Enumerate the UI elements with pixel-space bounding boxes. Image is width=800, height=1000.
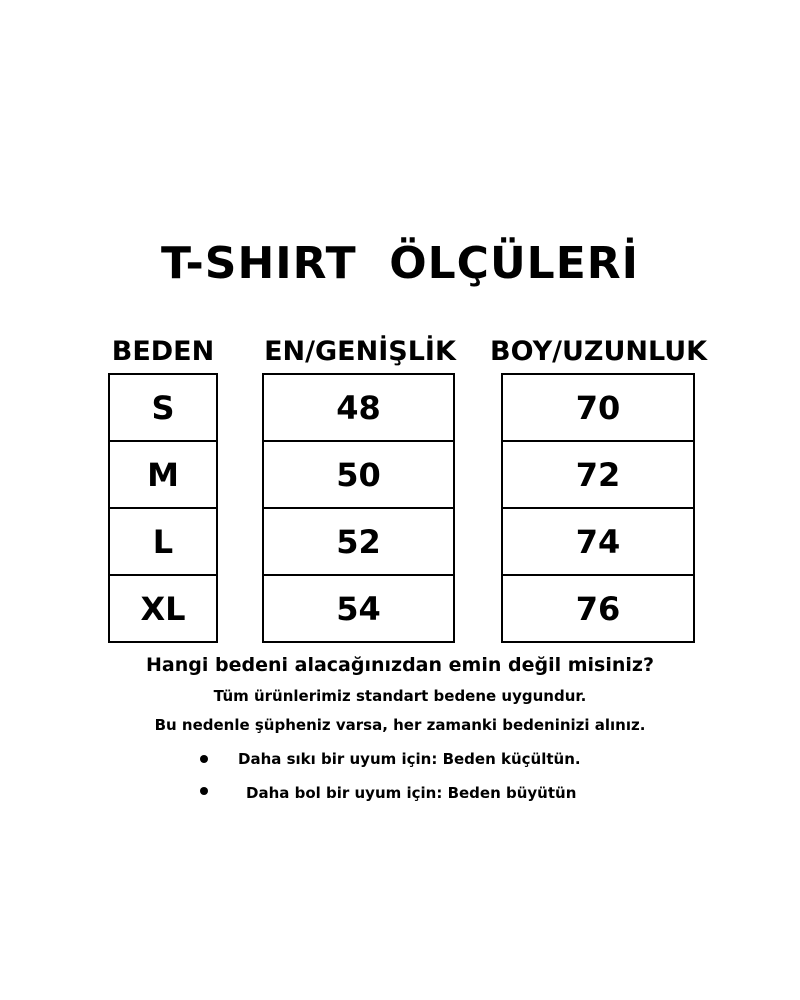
size-cell: M (110, 442, 216, 509)
size-column-header: BEDEN (111, 336, 215, 367)
width-cell: 54 (336, 589, 381, 628)
bullet-dot (200, 787, 208, 795)
length-cell: 70 (503, 375, 693, 442)
width-column (262, 373, 455, 643)
note-line-2: Bu nedenle şüpheniz varsa, her zamanki bedeninizi alınız. (154, 716, 646, 734)
length-cell: 74 (503, 509, 693, 576)
width-cell: 48 (264, 375, 453, 442)
page-title: T-SHIRT ÖLÇÜLERİ (160, 238, 640, 289)
bullet-item: Daha sıkı bir uyum için: Beden küçültün. (238, 750, 581, 768)
size-cell: L (110, 509, 216, 576)
size-cell: XL (140, 589, 186, 628)
bullet-dot (200, 755, 208, 763)
bullet-item: Daha bol bir uyum için: Beden büyütün (246, 784, 577, 802)
width-column-header: EN/GENİŞLİK (264, 336, 456, 367)
length-cell: 72 (503, 442, 693, 509)
length-column (501, 373, 695, 643)
width-cell: 52 (264, 509, 453, 576)
length-cell: 76 (575, 589, 621, 628)
size-cell: S (110, 375, 216, 442)
length-column-header: BOY/UZUNLUK (490, 336, 708, 367)
size-question: Hangi bedeni alacağınızdan emin değil misiniz? (146, 654, 654, 676)
width-cell: 50 (264, 442, 453, 509)
note-line-1: Tüm ürünlerimiz standart bedene uygundur. (213, 687, 587, 705)
size-column (108, 373, 218, 643)
